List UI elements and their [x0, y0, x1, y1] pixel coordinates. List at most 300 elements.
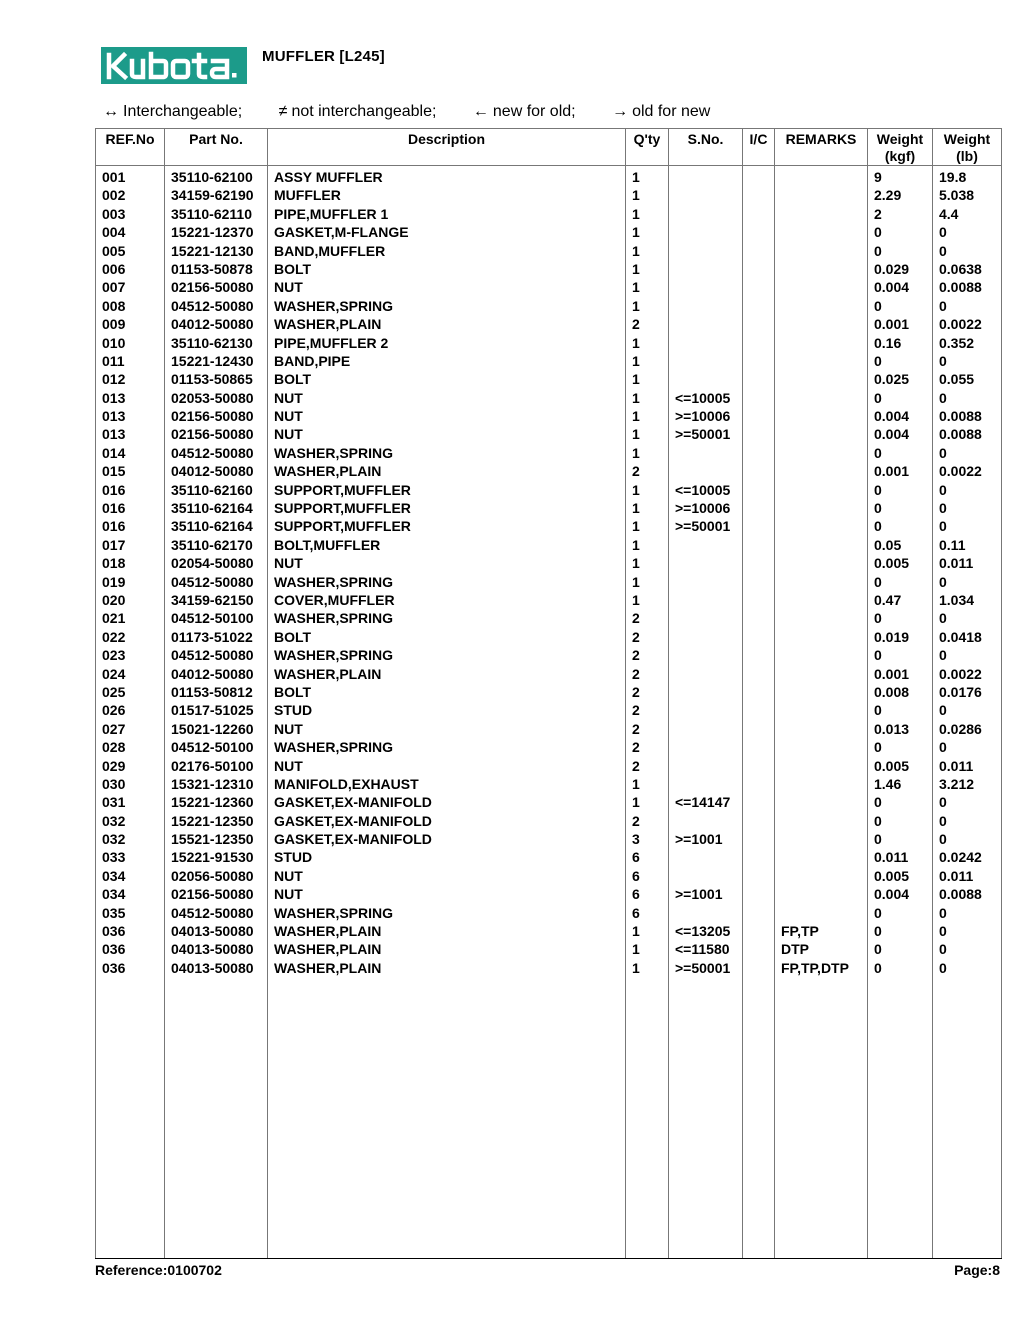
table-row — [96, 922, 1002, 940]
cell-weight-lb: 0.0022 — [933, 665, 1002, 683]
cell-weight-lb: 0 — [933, 646, 1002, 664]
cell-part-no: 04512-50100 — [165, 609, 268, 627]
cell-weight-lb: 4.4 — [933, 205, 1002, 223]
cell-part-no: 02053-50080 — [165, 389, 268, 407]
cell-ref-no: 026 — [96, 701, 165, 719]
table-row — [96, 904, 1002, 922]
cell-serial-no — [669, 166, 743, 187]
cell-description: GASKET,M-FLANGE — [268, 223, 626, 241]
table-row — [96, 867, 1002, 885]
empty-cell — [669, 977, 743, 1258]
cell-serial-no: >=1001 — [669, 885, 743, 903]
table-row — [96, 738, 1002, 756]
cell-weight-kgf: 0.001 — [868, 315, 933, 333]
cell-description: GASKET,EX-MANIFOLD — [268, 830, 626, 848]
cell-serial-no — [669, 462, 743, 480]
cell-ic — [743, 554, 775, 572]
cell-weight-lb: 0 — [933, 499, 1002, 517]
cell-serial-no: <=14147 — [669, 793, 743, 811]
cell-weight-lb: 0 — [933, 812, 1002, 830]
cell-qty: 1 — [626, 166, 669, 187]
cell-qty: 1 — [626, 297, 669, 315]
cell-remarks — [775, 517, 868, 535]
cell-weight-kgf: 2 — [868, 205, 933, 223]
cell-remarks: DTP — [775, 940, 868, 958]
cell-qty: 1 — [626, 517, 669, 535]
cell-weight-kgf: 0 — [868, 830, 933, 848]
empty-cell — [933, 977, 1002, 1258]
table-row — [96, 573, 1002, 591]
page-number: Page:8 — [954, 1262, 1000, 1278]
cell-ic — [743, 462, 775, 480]
cell-part-no: 04512-50080 — [165, 904, 268, 922]
cell-part-no: 01173-51022 — [165, 628, 268, 646]
cell-ref-no: 014 — [96, 444, 165, 462]
cell-ic — [743, 701, 775, 719]
cell-qty: 1 — [626, 370, 669, 388]
cell-part-no: 04512-50080 — [165, 646, 268, 664]
cell-weight-kgf: 0 — [868, 499, 933, 517]
cell-weight-kgf: 0 — [868, 223, 933, 241]
reference-number: Reference:0100702 — [95, 1262, 222, 1278]
cell-ic — [743, 242, 775, 260]
cell-description: SUPPORT,MUFFLER — [268, 517, 626, 535]
cell-serial-no — [669, 591, 743, 609]
cell-remarks — [775, 757, 868, 775]
cell-remarks — [775, 646, 868, 664]
cell-weight-lb: 0 — [933, 242, 1002, 260]
empty-cell — [743, 977, 775, 1258]
cell-remarks — [775, 812, 868, 830]
cell-qty: 1 — [626, 499, 669, 517]
cell-ref-no: 010 — [96, 334, 165, 352]
cell-weight-kgf: 0.001 — [868, 665, 933, 683]
cell-description: COVER,MUFFLER — [268, 591, 626, 609]
cell-weight-lb: 0 — [933, 444, 1002, 462]
table-row — [96, 297, 1002, 315]
cell-part-no: 02156-50080 — [165, 425, 268, 443]
cell-description: WASHER,PLAIN — [268, 959, 626, 977]
cell-weight-kgf: 0 — [868, 517, 933, 535]
cell-serial-no: >=1001 — [669, 830, 743, 848]
cell-remarks — [775, 166, 868, 187]
empty-cell — [165, 977, 268, 1258]
cell-remarks — [775, 242, 868, 260]
cell-part-no: 35110-62100 — [165, 166, 268, 187]
cell-description: MUFFLER — [268, 186, 626, 204]
cell-part-no: 04512-50080 — [165, 444, 268, 462]
legend-item-old-for-new: → old for new — [612, 103, 711, 120]
cell-ic — [743, 260, 775, 278]
cell-ref-no: 034 — [96, 867, 165, 885]
cell-weight-lb: 0 — [933, 701, 1002, 719]
cell-ic — [743, 793, 775, 811]
cell-part-no: 04012-50080 — [165, 315, 268, 333]
cell-part-no: 35110-62164 — [165, 517, 268, 535]
cell-description: SUPPORT,MUFFLER — [268, 499, 626, 517]
cell-ic — [743, 573, 775, 591]
cell-description: BAND,PIPE — [268, 352, 626, 370]
cell-qty: 1 — [626, 444, 669, 462]
parts-table-body — [96, 166, 1002, 1259]
cell-remarks — [775, 334, 868, 352]
cell-qty: 2 — [626, 609, 669, 627]
cell-qty: 1 — [626, 940, 669, 958]
cell-qty: 1 — [626, 959, 669, 977]
cell-weight-kgf: 0.16 — [868, 334, 933, 352]
cell-ic — [743, 205, 775, 223]
cell-qty: 2 — [626, 628, 669, 646]
cell-part-no: 04013-50080 — [165, 959, 268, 977]
cell-serial-no — [669, 573, 743, 591]
cell-remarks — [775, 867, 868, 885]
cell-weight-lb: 5.038 — [933, 186, 1002, 204]
cell-qty: 1 — [626, 278, 669, 296]
cell-ic — [743, 334, 775, 352]
table-row — [96, 628, 1002, 646]
column-header-weight-kgf: Weight (kgf) — [868, 129, 933, 166]
cell-ic — [743, 775, 775, 793]
table-row — [96, 278, 1002, 296]
cell-description: WASHER,SPRING — [268, 609, 626, 627]
cell-weight-lb: 0 — [933, 904, 1002, 922]
cell-ic — [743, 830, 775, 848]
cell-ic — [743, 297, 775, 315]
cell-serial-no — [669, 701, 743, 719]
cell-part-no: 35110-62164 — [165, 499, 268, 517]
table-row — [96, 848, 1002, 866]
cell-serial-no — [669, 352, 743, 370]
cell-ref-no: 024 — [96, 665, 165, 683]
cell-part-no: 02054-50080 — [165, 554, 268, 572]
cell-weight-kgf: 0.001 — [868, 462, 933, 480]
table-row — [96, 370, 1002, 388]
cell-weight-kgf: 0.47 — [868, 591, 933, 609]
cell-weight-kgf: 0.013 — [868, 720, 933, 738]
cell-part-no: 15221-12430 — [165, 352, 268, 370]
cell-weight-lb: 0.0088 — [933, 425, 1002, 443]
cell-description: BOLT — [268, 370, 626, 388]
cell-qty: 2 — [626, 683, 669, 701]
cell-weight-kgf: 0.029 — [868, 260, 933, 278]
table-row — [96, 757, 1002, 775]
cell-serial-no — [669, 867, 743, 885]
cell-serial-no — [669, 683, 743, 701]
column-header-weight-lb: Weight (lb) — [933, 129, 1002, 166]
cell-remarks — [775, 738, 868, 756]
table-row — [96, 554, 1002, 572]
cell-ic — [743, 166, 775, 187]
cell-weight-lb: 0 — [933, 481, 1002, 499]
cell-remarks — [775, 462, 868, 480]
cell-ref-no: 022 — [96, 628, 165, 646]
cell-weight-lb: 0 — [933, 297, 1002, 315]
cell-qty: 2 — [626, 646, 669, 664]
table-row — [96, 425, 1002, 443]
table-row — [96, 166, 1002, 187]
empty-cell — [775, 977, 868, 1258]
cell-ic — [743, 904, 775, 922]
kubota-logo — [101, 47, 247, 84]
cell-serial-no — [669, 609, 743, 627]
cell-weight-lb: 0 — [933, 573, 1002, 591]
cell-ic — [743, 591, 775, 609]
cell-part-no: 35110-62160 — [165, 481, 268, 499]
table-row — [96, 775, 1002, 793]
cell-description: NUT — [268, 278, 626, 296]
cell-remarks — [775, 425, 868, 443]
cell-part-no: 15221-12370 — [165, 223, 268, 241]
cell-qty: 2 — [626, 720, 669, 738]
cell-part-no: 02156-50080 — [165, 885, 268, 903]
cell-ic — [743, 959, 775, 977]
cell-ref-no: 019 — [96, 573, 165, 591]
page-title: MUFFLER [L245] — [262, 48, 385, 65]
cell-part-no: 01153-50878 — [165, 260, 268, 278]
table-row — [96, 444, 1002, 462]
cell-serial-no — [669, 646, 743, 664]
cell-qty: 1 — [626, 554, 669, 572]
cell-part-no: 02156-50080 — [165, 278, 268, 296]
cell-remarks: FP,TP — [775, 922, 868, 940]
cell-part-no: 02176-50100 — [165, 757, 268, 775]
table-row — [96, 683, 1002, 701]
kubota-logo-mark — [101, 47, 247, 84]
cell-remarks — [775, 278, 868, 296]
cell-ic — [743, 481, 775, 499]
cell-remarks — [775, 407, 868, 425]
column-header-ref-no: REF.No — [96, 129, 165, 166]
cell-weight-kgf: 0 — [868, 573, 933, 591]
table-row — [96, 186, 1002, 204]
cell-ic — [743, 315, 775, 333]
column-header-qty: Q'ty — [626, 129, 669, 166]
cell-weight-kgf: 2.29 — [868, 186, 933, 204]
cell-remarks — [775, 481, 868, 499]
cell-description: WASHER,SPRING — [268, 646, 626, 664]
cell-ref-no: 032 — [96, 830, 165, 848]
cell-qty: 1 — [626, 407, 669, 425]
cell-ic — [743, 683, 775, 701]
cell-weight-kgf: 1.46 — [868, 775, 933, 793]
cell-description: PIPE,MUFFLER 1 — [268, 205, 626, 223]
cell-weight-lb: 0 — [933, 940, 1002, 958]
cell-serial-no — [669, 757, 743, 775]
cell-qty: 2 — [626, 701, 669, 719]
cell-serial-no — [669, 334, 743, 352]
cell-weight-lb: 0.352 — [933, 334, 1002, 352]
cell-part-no: 04012-50080 — [165, 665, 268, 683]
cell-description: NUT — [268, 389, 626, 407]
cell-serial-no: <=11580 — [669, 940, 743, 958]
cell-part-no: 35110-62170 — [165, 536, 268, 554]
cell-weight-kgf: 0.004 — [868, 407, 933, 425]
table-row — [96, 481, 1002, 499]
cell-remarks — [775, 499, 868, 517]
cell-ic — [743, 720, 775, 738]
cell-ic — [743, 646, 775, 664]
cell-description: WASHER,PLAIN — [268, 665, 626, 683]
cell-weight-lb: 0 — [933, 793, 1002, 811]
cell-weight-lb: 0.055 — [933, 370, 1002, 388]
cell-serial-no: <=10005 — [669, 389, 743, 407]
cell-qty: 1 — [626, 591, 669, 609]
cell-ref-no: 005 — [96, 242, 165, 260]
cell-remarks — [775, 665, 868, 683]
cell-weight-lb: 0 — [933, 609, 1002, 627]
cell-qty: 1 — [626, 223, 669, 241]
cell-weight-kgf: 0 — [868, 959, 933, 977]
cell-weight-kgf: 0 — [868, 389, 933, 407]
cell-ref-no: 028 — [96, 738, 165, 756]
table-row — [96, 389, 1002, 407]
cell-ic — [743, 444, 775, 462]
table-row — [96, 940, 1002, 958]
cell-weight-kgf: 0 — [868, 738, 933, 756]
cell-description: NUT — [268, 407, 626, 425]
cell-description: WASHER,PLAIN — [268, 922, 626, 940]
legend-item-not-interchangeable: ≠ not interchangeable; — [278, 103, 437, 120]
cell-weight-lb: 0.0022 — [933, 315, 1002, 333]
table-row — [96, 242, 1002, 260]
cell-weight-kgf: 0.005 — [868, 554, 933, 572]
cell-description: MANIFOLD,EXHAUST — [268, 775, 626, 793]
cell-part-no: 04512-50100 — [165, 738, 268, 756]
table-row — [96, 260, 1002, 278]
cell-ic — [743, 186, 775, 204]
cell-qty: 2 — [626, 315, 669, 333]
column-header-serial-no: S.No. — [669, 129, 743, 166]
cell-description: WASHER,PLAIN — [268, 462, 626, 480]
cell-qty: 1 — [626, 242, 669, 260]
cell-weight-kgf: 0.005 — [868, 867, 933, 885]
cell-remarks — [775, 186, 868, 204]
cell-description: WASHER,SPRING — [268, 573, 626, 591]
legend-item-interchangeable: ↔ Interchangeable; — [103, 103, 243, 120]
cell-serial-no — [669, 775, 743, 793]
cell-weight-kgf: 0.005 — [868, 757, 933, 775]
column-header-remarks: REMARKS — [775, 129, 868, 166]
cell-serial-no — [669, 297, 743, 315]
cell-part-no: 01517-51025 — [165, 701, 268, 719]
cell-ref-no: 020 — [96, 591, 165, 609]
cell-weight-lb: 19.8 — [933, 166, 1002, 187]
empty-cell — [626, 977, 669, 1258]
cell-ic — [743, 499, 775, 517]
cell-weight-lb: 0.011 — [933, 757, 1002, 775]
cell-part-no: 01153-50865 — [165, 370, 268, 388]
table-row — [96, 701, 1002, 719]
cell-ref-no: 008 — [96, 297, 165, 315]
cell-remarks — [775, 205, 868, 223]
cell-serial-no — [669, 278, 743, 296]
cell-ref-no: 023 — [96, 646, 165, 664]
cell-ref-no: 011 — [96, 352, 165, 370]
cell-part-no: 35110-62130 — [165, 334, 268, 352]
cell-part-no: 15221-12130 — [165, 242, 268, 260]
cell-weight-kgf: 0.011 — [868, 848, 933, 866]
cell-weight-lb: 3.212 — [933, 775, 1002, 793]
cell-ref-no: 027 — [96, 720, 165, 738]
cell-serial-no — [669, 370, 743, 388]
cell-weight-kgf: 0.004 — [868, 885, 933, 903]
cell-ic — [743, 536, 775, 554]
cell-ref-no: 013 — [96, 407, 165, 425]
cell-ref-no: 003 — [96, 205, 165, 223]
cell-remarks — [775, 297, 868, 315]
cell-ref-no: 016 — [96, 481, 165, 499]
cell-serial-no — [669, 315, 743, 333]
cell-qty: 6 — [626, 848, 669, 866]
cell-part-no: 15221-12360 — [165, 793, 268, 811]
cell-description: ASSY MUFFLER — [268, 166, 626, 187]
cell-serial-no — [669, 554, 743, 572]
table-row — [96, 517, 1002, 535]
cell-qty: 1 — [626, 775, 669, 793]
cell-qty: 1 — [626, 481, 669, 499]
cell-qty: 1 — [626, 334, 669, 352]
cell-remarks — [775, 885, 868, 903]
cell-ic — [743, 223, 775, 241]
cell-serial-no — [669, 186, 743, 204]
cell-serial-no — [669, 242, 743, 260]
cell-ic — [743, 352, 775, 370]
cell-ref-no: 030 — [96, 775, 165, 793]
cell-qty: 2 — [626, 812, 669, 830]
cell-weight-lb: 0.0242 — [933, 848, 1002, 866]
cell-serial-no: >=50001 — [669, 959, 743, 977]
table-row — [96, 315, 1002, 333]
cell-ref-no: 015 — [96, 462, 165, 480]
cell-weight-lb: 0.0176 — [933, 683, 1002, 701]
cell-qty: 1 — [626, 536, 669, 554]
cell-weight-kgf: 0 — [868, 940, 933, 958]
table-row — [96, 352, 1002, 370]
parts-table-header — [96, 129, 1002, 166]
cell-weight-kgf: 0.004 — [868, 278, 933, 296]
cell-ic — [743, 812, 775, 830]
cell-ic — [743, 628, 775, 646]
empty-cell — [268, 977, 626, 1258]
table-row — [96, 499, 1002, 517]
cell-description: NUT — [268, 867, 626, 885]
cell-ic — [743, 517, 775, 535]
cell-serial-no — [669, 848, 743, 866]
cell-remarks — [775, 370, 868, 388]
cell-ic — [743, 407, 775, 425]
cell-ref-no: 012 — [96, 370, 165, 388]
cell-serial-no — [669, 665, 743, 683]
table-row — [96, 591, 1002, 609]
cell-weight-lb: 0.0418 — [933, 628, 1002, 646]
cell-weight-kgf: 0.019 — [868, 628, 933, 646]
cell-weight-lb: 0 — [933, 352, 1002, 370]
cell-ref-no: 021 — [96, 609, 165, 627]
cell-weight-lb: 0 — [933, 223, 1002, 241]
cell-weight-kgf: 0 — [868, 609, 933, 627]
cell-remarks — [775, 352, 868, 370]
table-row — [96, 407, 1002, 425]
cell-serial-no: <=10005 — [669, 481, 743, 499]
cell-description: NUT — [268, 757, 626, 775]
column-header-description: Description — [268, 129, 626, 166]
cell-ref-no: 033 — [96, 848, 165, 866]
table-filler-row — [96, 977, 1002, 1258]
cell-weight-lb: 0 — [933, 517, 1002, 535]
cell-part-no: 15321-12310 — [165, 775, 268, 793]
table-row — [96, 959, 1002, 977]
cell-description: BOLT — [268, 628, 626, 646]
